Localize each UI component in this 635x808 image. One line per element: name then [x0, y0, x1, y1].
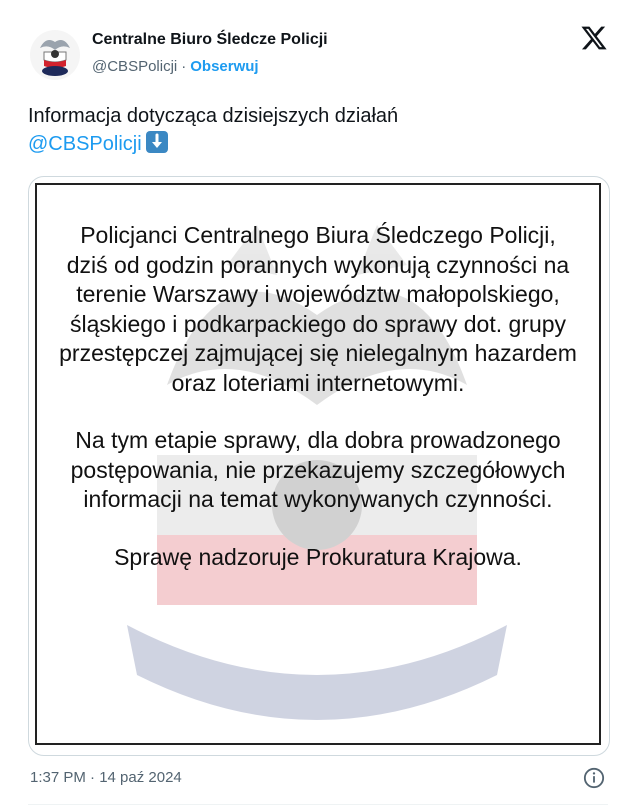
- tweet-mention-line: [28, 130, 608, 158]
- tweet-timestamp[interactable]: 1:37 PM · 14 paź 2024: [30, 769, 182, 786]
- divider: [28, 804, 608, 805]
- announcement-image[interactable]: [35, 183, 601, 745]
- tweet-text: [28, 102, 608, 158]
- account-name[interactable]: Centralne Biuro Śledcze Policji: [92, 31, 328, 48]
- separator-dot: ·: [181, 58, 187, 75]
- avatar[interactable]: [30, 30, 80, 80]
- announcement-text: [57, 221, 579, 600]
- mention-link[interactable]: @CBSPolicji: [28, 133, 142, 155]
- paragraph-1: Policjanci Centralnego Biura Śledczego Policji, dziś od godzin porannych wykonują czynności na terenie Warszawy i województw małopolskiego, śląskiego i podkarpackiego do sprawy dot. grupy przestępczej zajmującej się nielegalnym hazardem oraz loteriami internetowymi.: [59, 222, 577, 396]
- handle-line: [92, 58, 259, 75]
- tweet-text-line: Informacja dotycząca dzisiejszych działań: [28, 105, 399, 127]
- paragraph-2: Na tym etapie sprawy, dla dobra prowadzonego postępowania, nie przekazujemy szczegółowych informacji na temat wykonywanych czynności.: [70, 427, 566, 512]
- x-logo-icon[interactable]: [580, 24, 608, 52]
- info-icon[interactable]: [583, 767, 605, 789]
- down-arrow-emoji-icon: [146, 131, 168, 153]
- paragraph-3: Sprawę nadzoruje Prokuratura Krajowa.: [114, 543, 522, 570]
- tweet-header: [0, 0, 635, 90]
- media-frame[interactable]: [28, 176, 610, 756]
- follow-button[interactable]: Obserwuj: [190, 58, 259, 75]
- cbs-emblem-icon: [30, 30, 80, 80]
- account-handle[interactable]: @CBSPolicji: [92, 58, 178, 75]
